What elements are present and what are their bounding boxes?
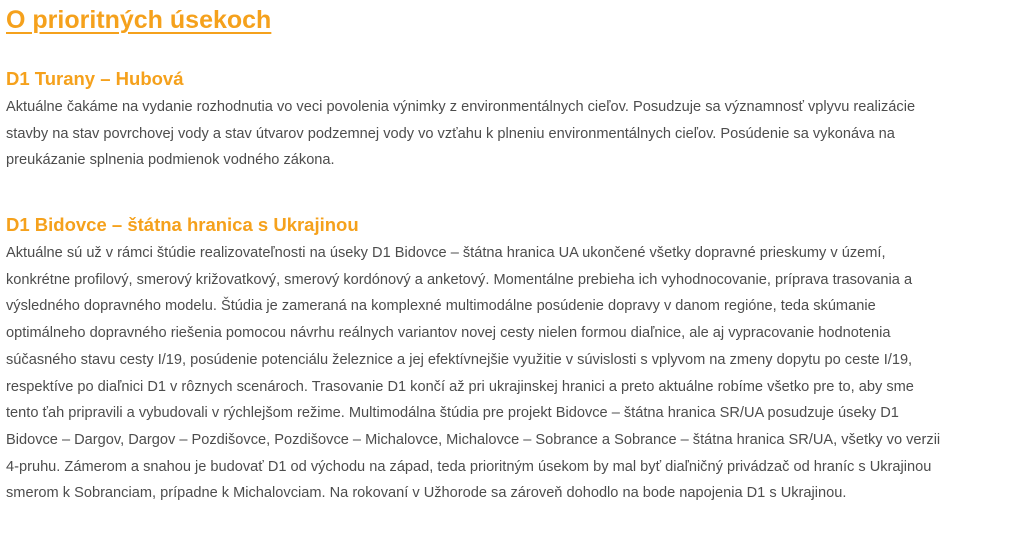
paragraph-line: stavby na stav povrchovej vody a stav útvarov podzemnej vody vo vzťahu k plneniu environmentálnych cieľov. Posúdenie sa vykonáva na	[6, 125, 895, 142]
paragraph-line: preukázanie splnenia podmienok vodného zákona.	[6, 152, 335, 169]
paragraph-line: smerom k Sobranciam, prípadne k Michalovciam. Na rokovaní v Užhorode sa zároveň dohodlo na bode napojenia D1 s Ukrajinou.	[6, 485, 847, 502]
section-heading-turany-hubova: D1 Turany – Hubová	[6, 68, 184, 89]
paragraph-line: konkrétne profilový, smerový križovatkový, smerový kordónový a anketový. Momentálne prebieha ich vyhodnocovanie, príprava trasovania a	[6, 271, 913, 288]
paragraph-line: výsledného dopravného modelu. Štúdia je zameraná na komplexné multimodálne posúdenie dopravy v danom regióne, teda skúmanie	[6, 298, 876, 315]
paragraph-line: respektíve po diaľnici D1 v rôznych scenároch. Trasovanie D1 končí až pri ukrajinskej hranici a preto aktuálne robíme všetko pre to, aby sme	[6, 378, 914, 395]
page-title-link[interactable]: O prioritných úsekoch	[6, 6, 272, 34]
paragraph-line: Aktuálne čakáme na vydanie rozhodnutia vo veci povolenia výnimky z environmentálnych cieľov. Posudzuje sa významnosť vplyvu realizácie	[6, 99, 916, 115]
paragraph-line: Aktuálne sú už v rámci štúdie realizovateľnosti na úseky D1 Bidovce – štátna hranica UA ukončené všetky dopravné prieskumy v území,	[6, 245, 886, 261]
paragraph-line: 4-pruhu. Zámerom a snahou je budovať D1 od východu na západ, teda prioritným úsekom by mal byť diaľničný privádzač od hraníc s Ukrajinou	[6, 458, 932, 475]
paragraph-line: optimálneho dopravného riešenia pomocou návrhu reálnych variantov novej cesty nielen formou diaľnice, ale aj vypracovanie hodnotenia	[6, 325, 891, 342]
paragraph-line: tento ťah pripravili a vybudovali v rýchlejšom režime. Multimodálna štúdia pre projekt Bidovce – štátna hranica SR/UA posudzuje úseky D1	[6, 405, 899, 422]
section-paragraph-turany-hubova	[6, 94, 1018, 174]
section-paragraph-bidovce-hranica	[6, 240, 1018, 507]
section-heading-bidovce-hranica: D1 Bidovce – štátna hranica s Ukrajinou	[6, 214, 359, 235]
paragraph-line: Bidovce – Dargov, Dargov – Pozdišovce, Pozdišovce – Michalovce, Michalovce – Sobrance a Sobrance – štátna hranica SR/UA, všetky vo verzii	[6, 431, 941, 448]
paragraph-line: súčasného stavu cesty I/19, posúdenie potenciálu železnice a jej efektívnejšie využitie v súvislosti s vplyvom na zmeny dopytu po ceste I/19,	[6, 351, 913, 368]
